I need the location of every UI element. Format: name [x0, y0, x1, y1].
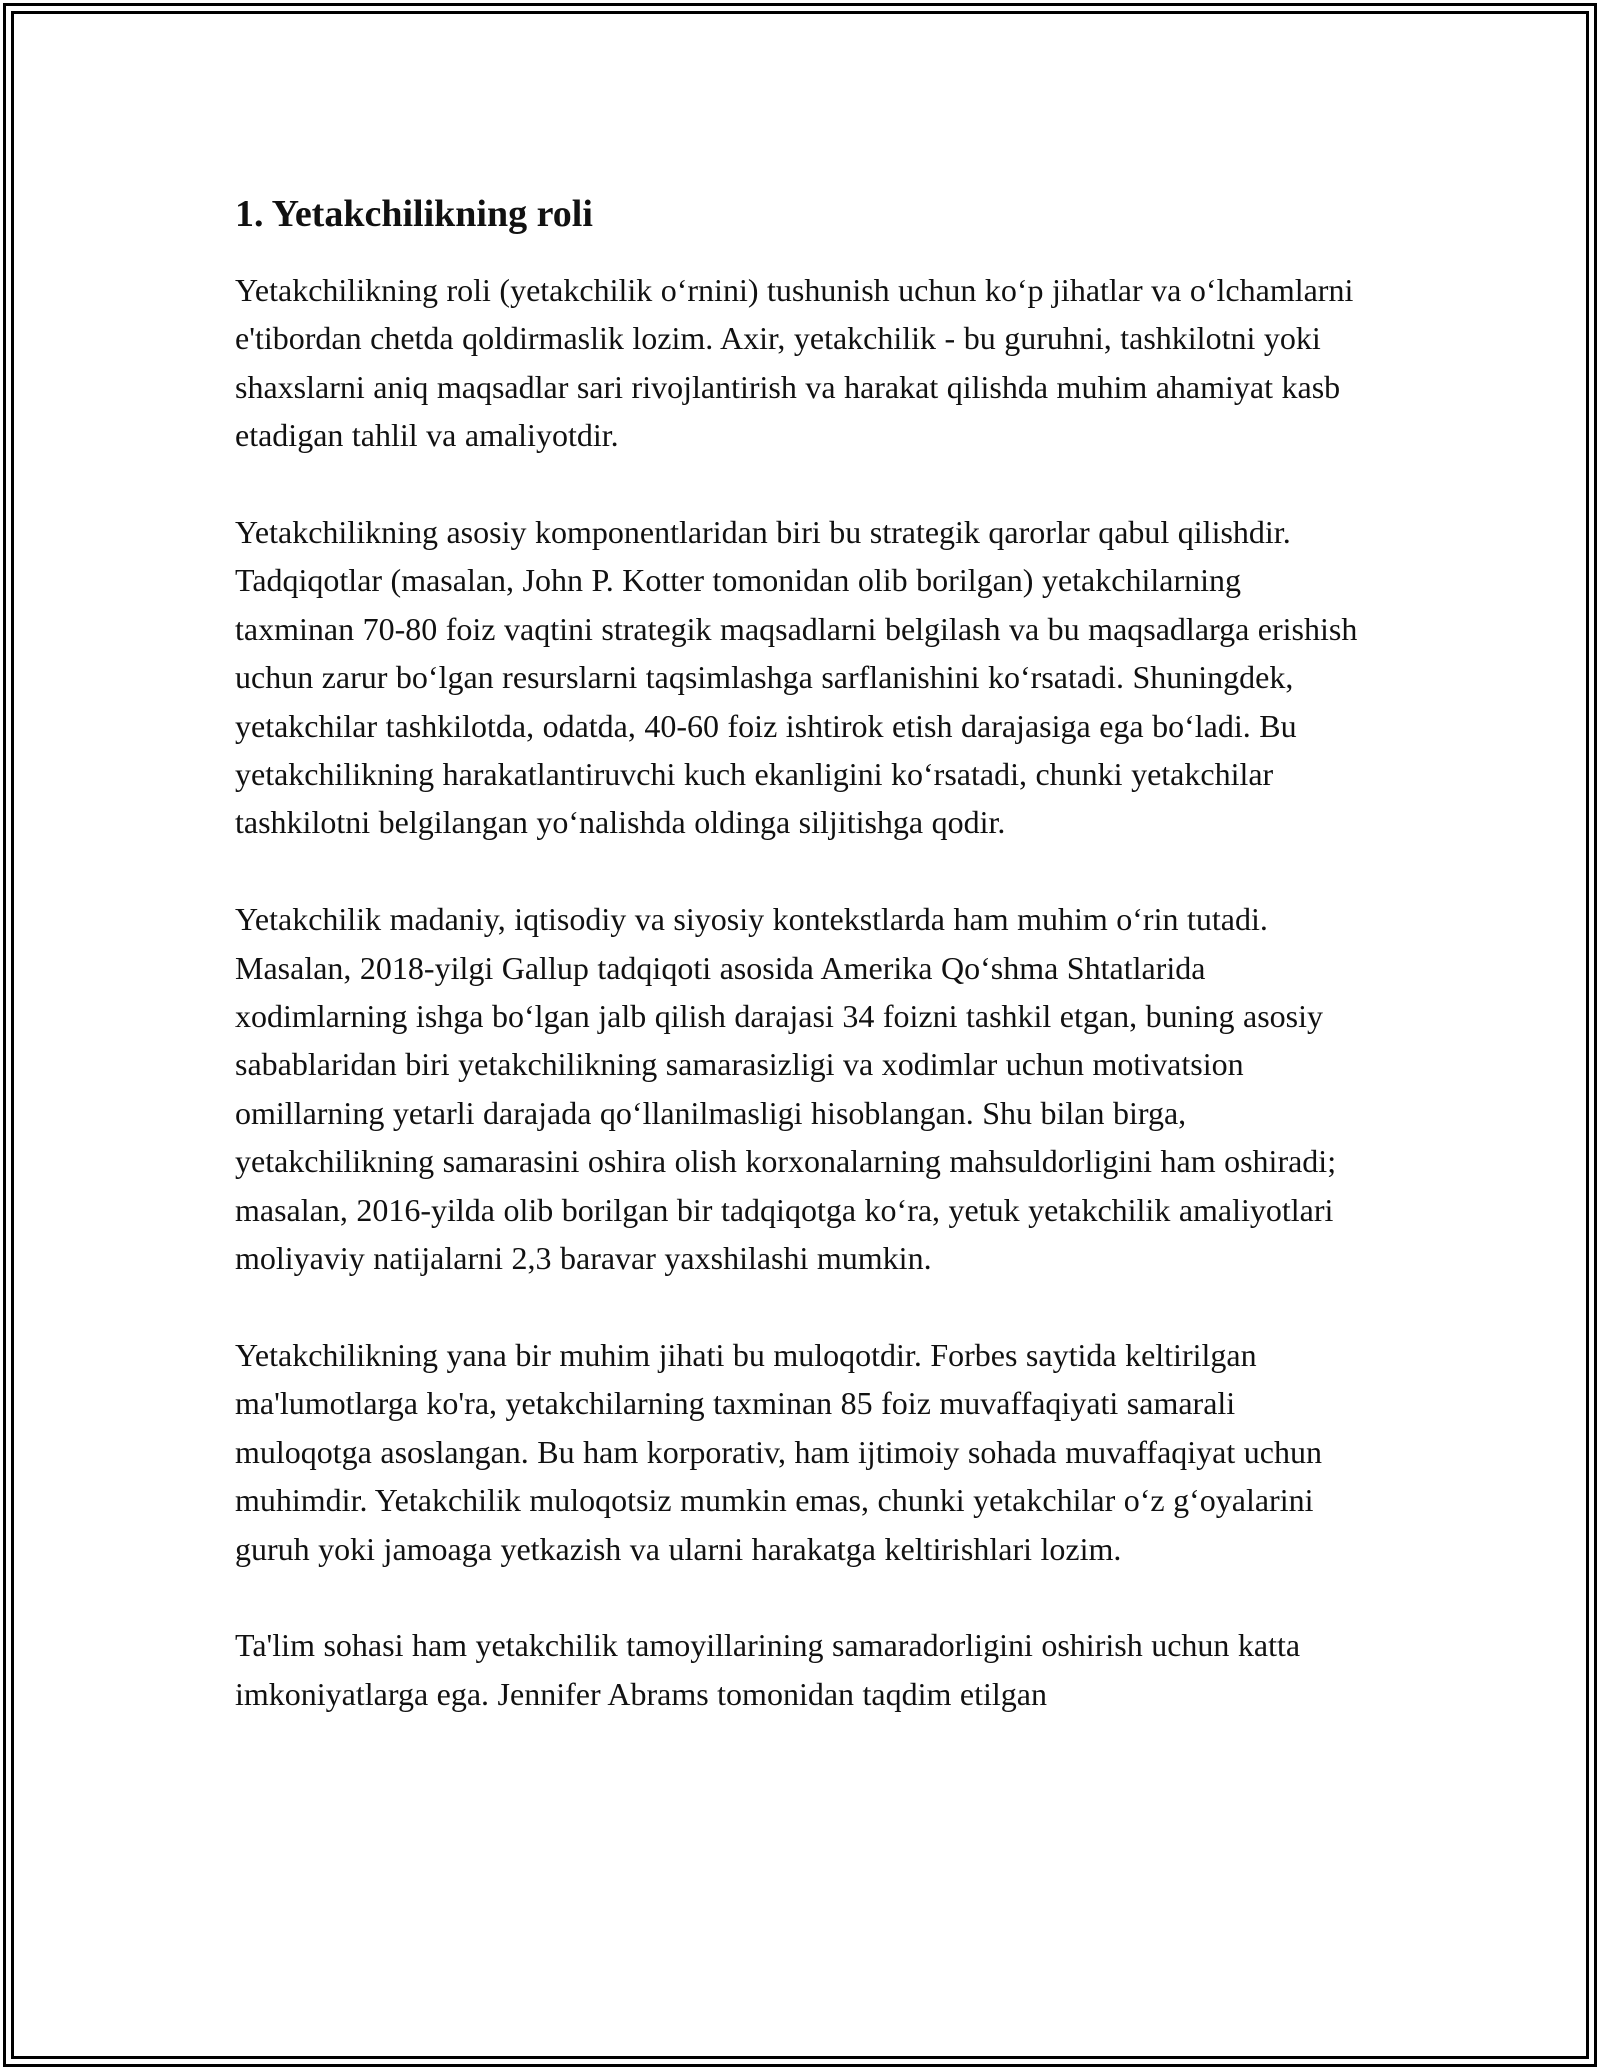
paragraph-1: Yetakchilikning roli (yetakchilik o‘rnini) tushunish uchun ko‘p jihatlar va o‘lchamlarni e'tibordan chetda qoldirmaslik lozim. Axir, yetakchilik - bu guruhni, tashkilotni yoki shaxslarni aniq maqsadlar sari rivojlantirish va harakat qilishda muhim ahamiyat kasb etadigan tahlil va amaliyotdir. [235, 272, 1354, 454]
paragraph-2: Yetakchilikning asosiy komponentlaridan biri bu strategik qarorlar qabul qilishdir. Tadqiqotlar (masalan, John P. Kotter tomonidan olib borilgan) yetakchilarning taxminan 70-80 foiz vaqtini strategik maqsadlarni belgilash va bu maqsadlarga erishish uchun zarur bo‘lgan resurslarni taqsimlashga sarflanishini ko‘rsatadi. Shuningdek, yetakchilar tashkilotda, odatda, 40-60 foiz ishtirok etish darajasiga ega bo‘ladi. Bu yetakchilikning harakatlantiruvchi kuch ekanligini ko‘rsatadi, chunki yetakchilar tashkilotni belgilangan yo‘nalishda oldinga siljitishga qodir. [235, 514, 1358, 841]
paragraph-3: Yetakchilik madaniy, iqtisodiy va siyosiy kontekstlarda ham muhim o‘rin tutadi. Masalan, 2018-yilgi Gallup tadqiqoti asosida Amerika Qo‘shma Shtatlarida xodimlarning ishga bo‘lgan jalb qilish darajasi 34 foizni tashkil etgan, buning asosiy sabablaridan biri yetakchilikning samarasizligi va xodimlar uchun motivatsion omillarning yetarli darajada qo‘llanilmasligi hisoblangan. Shu bilan birga, yetakchilikning samarasini oshira olish korxonalarning mahsuldorligini ham oshiradi; masalan, 2016-yilda olib borilgan bir tadqiqotga ko‘ra, yetuk yetakchilik amaliyotlari moliyaviy natijalarni 2,3 baravar yaxshilashi mumkin. [235, 901, 1337, 1277]
paragraph-4: Yetakchilikning yana bir muhim jihati bu muloqotdir. Forbes saytida keltirilgan ma'lumotlarga ko'ra, yetakchilarning taxminan 85 foiz muvaffaqiyati samarali muloqotga asoslangan. Bu ham korporativ, ham ijtimoiy sohada muvaffaqiyat uchun muhimdir. Yetakchilik muloqotsiz mumkin emas, chunki yetakchilar o‘z g‘oyalarini guruh yoki jamoaga yetkazish va ularni harakatga keltirishlari lozim. [235, 1336, 1322, 1567]
section-heading: 1. Yetakchilikning roli [235, 193, 593, 235]
document-body [235, 188, 1365, 1718]
paragraph-5: Ta'lim sohasi ham yetakchilik tamoyillarining samaradorligini oshirish uchun katta imkoniyatlarga ega. Jennifer Abrams tomonidan taqdim etilgan [235, 1627, 1301, 1712]
